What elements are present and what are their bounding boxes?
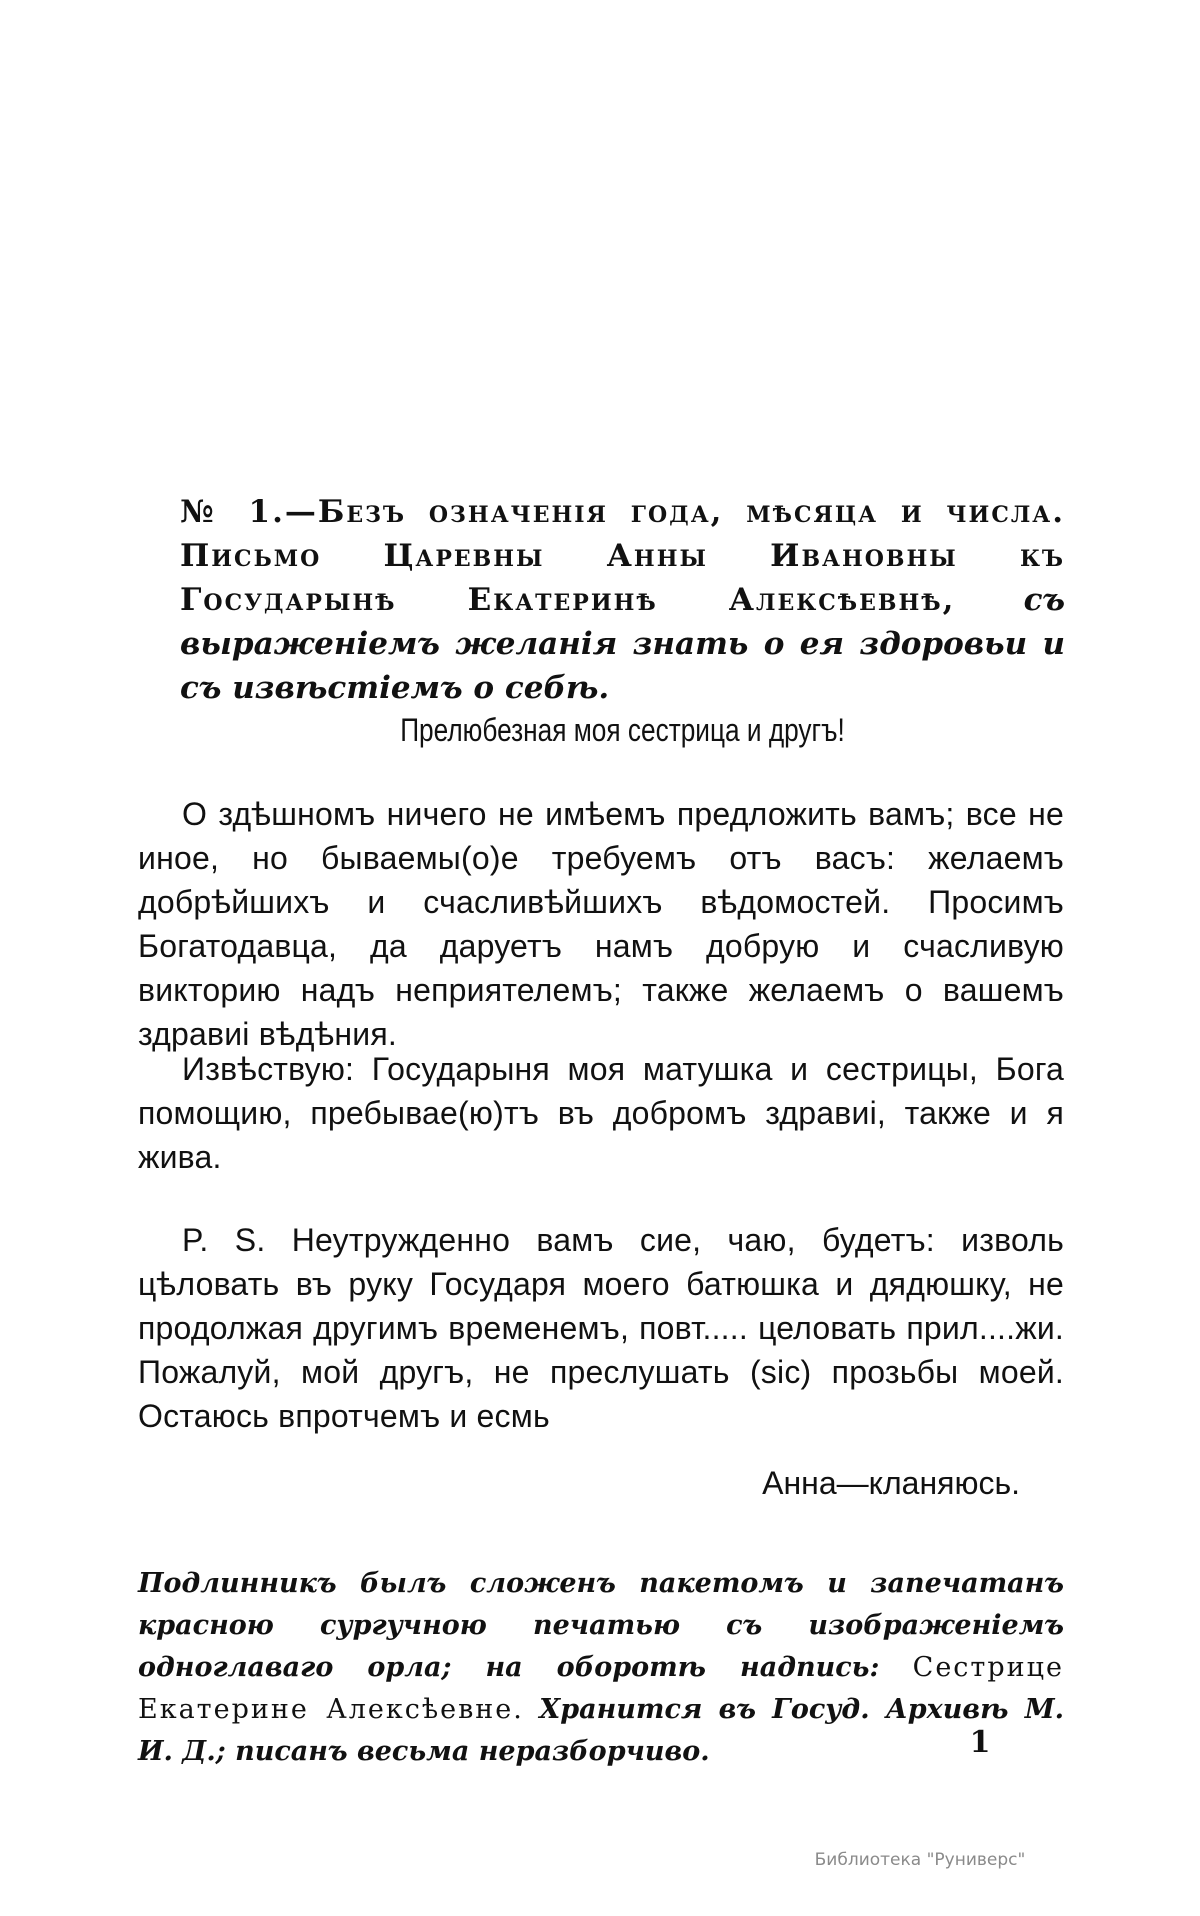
- editorial-note: [138, 1563, 1064, 1773]
- heading-number: № 1.: [180, 494, 285, 530]
- heading-dash: —: [284, 494, 318, 530]
- note-italic-2: Хранится въ Госуд. Архивѣ М. И. Д.; писанъ весьма неразборчиво.: [138, 1694, 1064, 1767]
- heading-caps: Безъ означенія года, мѣсяца и числа. Письмо Царевны Анны Ивановны къ Государынѣ Екатеринѣ Алексѣевнѣ,: [180, 494, 1065, 618]
- letter-paragraph-3: P. S. Неутружденно вамъ сие, чаю, будетъ: изволь цѣловать въ руку Государя моего батюшка и дядюшку, не продолжая другимъ временемъ, повт..... целовать прил....жи. Пожалуй, мой другъ, не преслушать (sic) прозьбы моей. Остаюсь впротчемъ и есмь: [138, 1222, 1064, 1434]
- note-plain: Сестрице Екатерине Алексѣевне.: [138, 1652, 1064, 1725]
- document-heading: [180, 490, 1065, 710]
- heading-italic: съ выраженіемъ желанія знать о ея здоровьи и съ извѣстіемъ о себѣ.: [180, 582, 1066, 706]
- letter-signature: Анна—кланяюсь.: [762, 1465, 1020, 1501]
- letter-paragraph-2: Извѣствую: Государыня моя матушка и сестрицы, Бога помощию, пребывае(ю)тъ въ добромъ здравиі, также и я жива.: [138, 1051, 1064, 1175]
- note-italic-1: Подлинникъ былъ сложенъ пакетомъ и запечатанъ красною сургучною печатью съ изображеніемъ одноглаваго орла; на оборотѣ надпись:: [138, 1568, 1064, 1683]
- letter-salutation: Прелюбезная моя сестрица и другъ!: [400, 712, 845, 748]
- letter-paragraph-1: О здѣшномъ ничего не имѣемъ предложить вамъ; все не иное, но бываемы(о)е требуемъ отъ васъ: желаемъ добрѣйшихъ и счасливѣйшихъ вѣдомостей. Просимъ Богатодавца, да даруетъ намъ добрую и счасливую викторию надъ неприятелемъ; также желаемъ о вашемъ здравиі вѣдѣния.: [138, 796, 1064, 1052]
- page-number: 1: [969, 1725, 991, 1760]
- library-watermark: Библиотека "Руниверс": [814, 1850, 1026, 1870]
